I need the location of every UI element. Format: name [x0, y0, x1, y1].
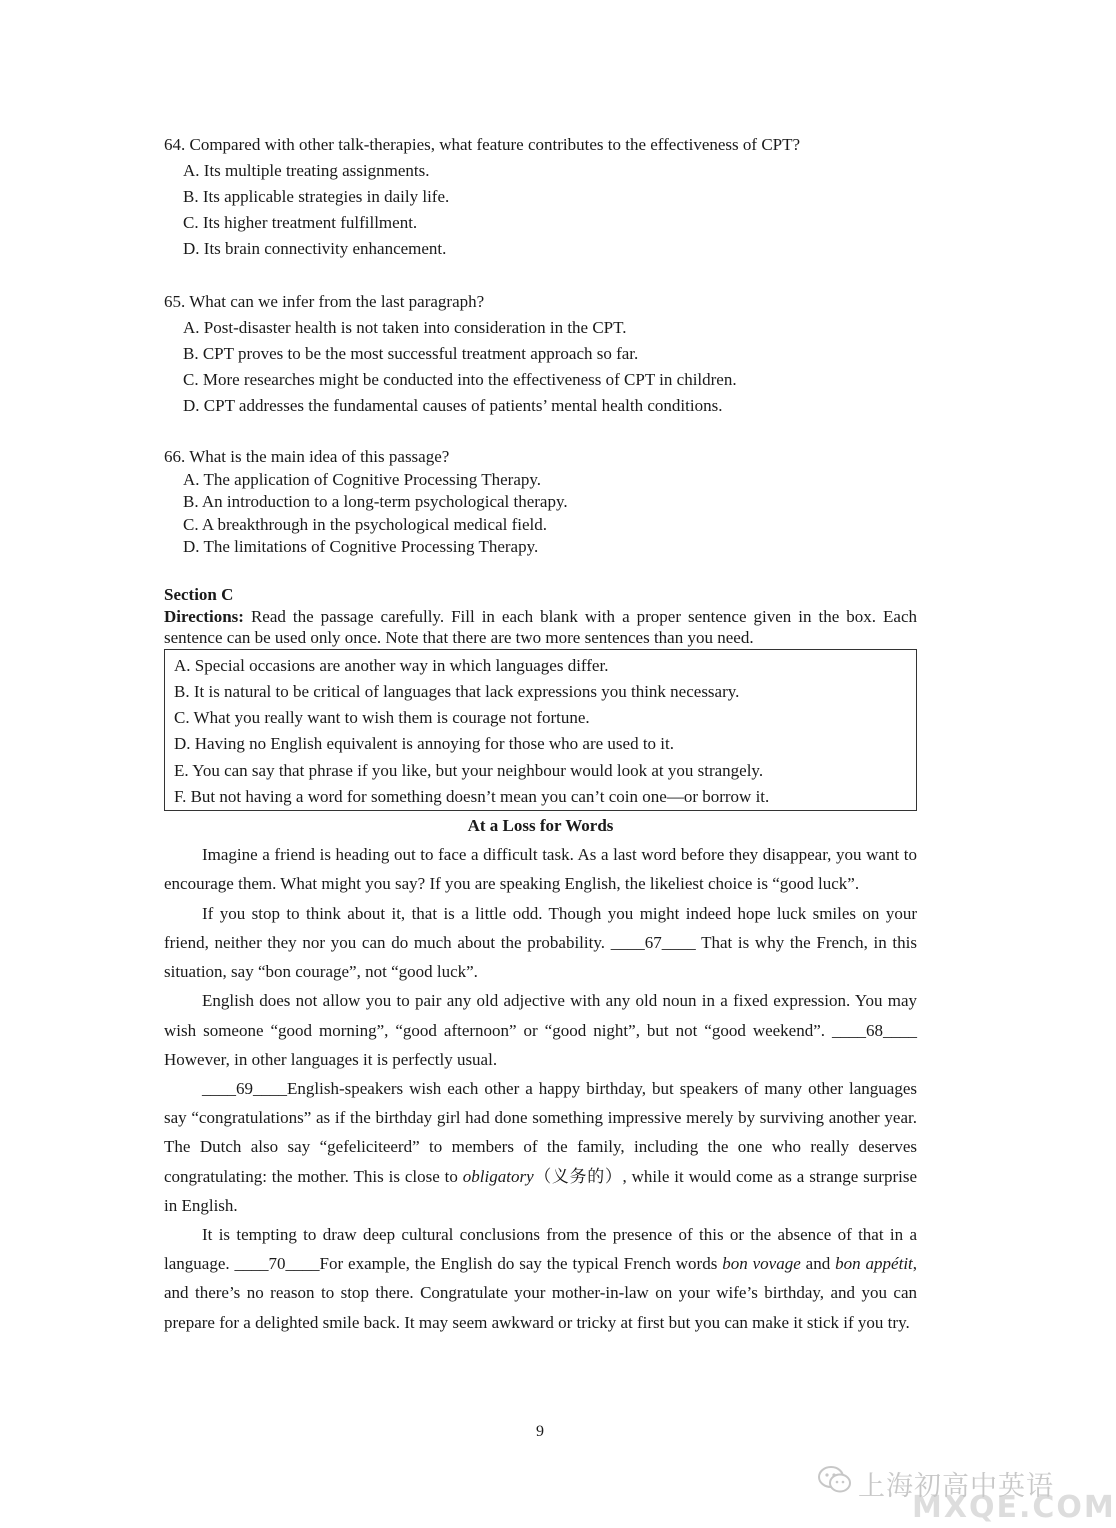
section-title: Section C [164, 584, 234, 604]
question-66 [164, 446, 917, 559]
page-number: 9 [536, 1423, 544, 1440]
passage-title: At a Loss for Words [467, 816, 614, 836]
option: A. Post-disaster health is not taken into consideration in the CPT. [183, 318, 627, 337]
watermark-url: MXQE.COM [912, 1490, 1116, 1525]
question-65 [164, 289, 917, 419]
sentence-options-box [164, 649, 917, 812]
italic-term: obligatory [462, 1166, 534, 1186]
blank-67: ____67____ [610, 932, 696, 952]
option: A. Its multiple treating assignments. [183, 161, 430, 180]
question-stem: 64. Compared with other talk-therapies, what feature contributes to the effectiveness of CPT? [164, 135, 801, 154]
option: B. CPT proves to be the most successful treatment approach so far. [183, 344, 639, 363]
option: C. Its higher treatment fulfillment. [183, 213, 418, 232]
blank-70: ____70____ [234, 1254, 320, 1274]
option: A. The application of Cognitive Processing Therapy. [183, 469, 542, 489]
italic-term: bon vovage [722, 1254, 801, 1274]
question-64 [164, 132, 917, 262]
watermark-text: 上海初高中英语 [858, 1471, 1054, 1502]
directions-text: Read the passage carefully. Fill in each blank with a proper sentence given in the box. Each sentence can be used only once. Note that there are two more sentences than you need. [164, 606, 917, 647]
paragraph-3: English does not allow you to pair any old adjective with any old noun in a fixed expression. You may wish someone “good morning”, “good afternoon” or “good night”, but not “good weekend”. ____68____ However, in other languages it is perfectly usual. [164, 991, 917, 1069]
box-option: F. But not having a word for something doesn’t mean you can’t coin one—or borrow it. [174, 786, 770, 806]
box-option: E. You can say that phrase if you like, but your neighbour would look at you strangely. [174, 760, 764, 780]
blank-69: ____69____ [202, 1078, 287, 1098]
box-option: A. Special occasions are another way in which languages differ. [174, 655, 609, 675]
box-option: D. Having no English equivalent is annoying for those who are used to it. [174, 734, 674, 754]
paragraph-4: ____69____English-speakers wish each other a happy birthday, but speakers of many other languages say “congratulations” as if the birthday girl had done something impressive merely by surviving another year. The Dutch also say “gefeliciteerd” to members of the family, including the one who really deserves congratulating: the mother. This is close to obligatory（义务的）, while it would come as a strange surprise in English. [164, 1078, 917, 1215]
box-option: B. It is natural to be critical of languages that lack expressions you think necessary. [174, 681, 740, 701]
wechat-icon [818, 1466, 852, 1499]
option: D. The limitations of Cognitive Processing Therapy. [183, 537, 539, 556]
directions-label: Directions: [164, 606, 244, 626]
question-stem: 66. What is the main idea of this passage? [164, 447, 450, 466]
box-option: C. What you really want to wish them is courage not fortune. [174, 708, 590, 728]
option: B. An introduction to a long-term psychological therapy. [183, 492, 568, 511]
paragraph-1: Imagine a friend is heading out to face a difficult task. As a last word before they disappear, you want to encourage them. What might you say? If you are speaking English, the likeliest choice is “good luck”. [164, 845, 917, 894]
blank-68: ____68____ [832, 1020, 917, 1040]
option: B. Its applicable strategies in daily life. [183, 187, 450, 206]
italic-term: bon appétit [835, 1254, 913, 1274]
option: C. A breakthrough in the psychological medical field. [183, 514, 547, 534]
option: D. Its brain connectivity enhancement. [183, 239, 447, 258]
paragraph-2: If you stop to think about it, that is a little odd. Though you might indeed hope luck smiles on your friend, neither they nor you can do much about the probability. ____67____ That is why the French, in this situation, say “bon courage”, not “good luck”. [164, 903, 917, 982]
watermark [818, 1460, 1116, 1525]
paragraph-5: It is tempting to draw deep cultural conclusions from the presence of this or the absence of that in a language. ____70____For example, the English do say the typical French words bon vovage and bon appétit, and there’s no reason to stop there. Congratulate your mother-in-law on your wife’s birthday, and you can prepare for a delighted smile back. It may seem awkward or tricky at first but you can make it stick if you try. [164, 1224, 918, 1332]
page-content [164, 132, 917, 1337]
option: C. More researches might be conducted into the effectiveness of CPT in children. [183, 370, 737, 389]
directions [164, 606, 917, 649]
option: D. CPT addresses the fundamental causes of patients’ mental health conditions. [183, 396, 723, 415]
question-stem: 65. What can we infer from the last paragraph? [164, 292, 485, 311]
